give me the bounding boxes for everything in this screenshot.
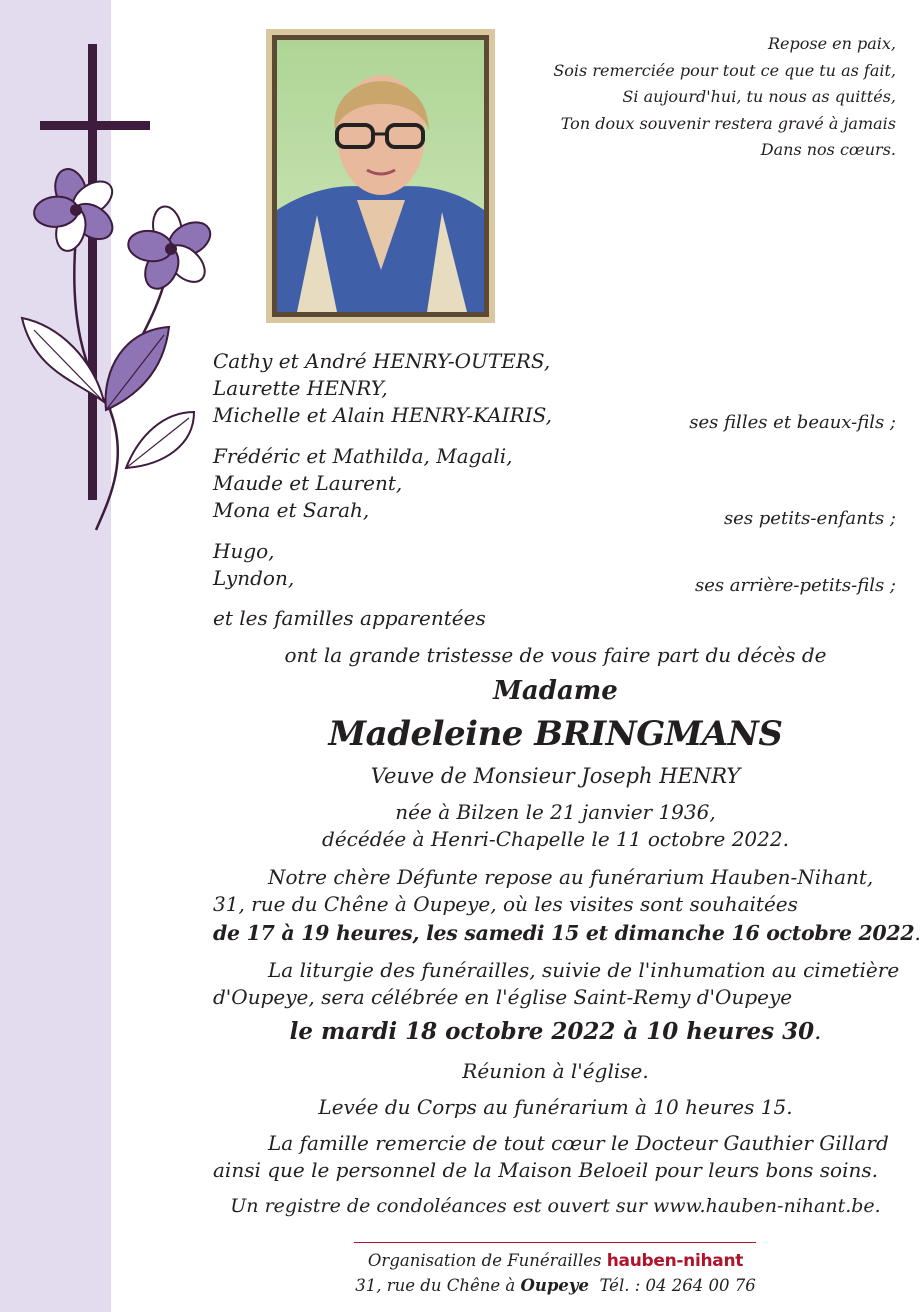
family-name: Laurette HENRY, — [213, 376, 388, 400]
poem-line: Ton doux souvenir restera gravé à jamais — [560, 113, 896, 133]
death-info: décédée à Henri-Chapelle le 11 octobre 2022. — [322, 827, 789, 851]
family-role: ses arrière-petits-fils ; — [694, 575, 896, 596]
poem-line: Si aujourd'hui, tu nous as quittés, — [622, 87, 896, 106]
family-name: Mona et Sarah, — [213, 498, 370, 522]
violet-flower-right-icon — [126, 204, 216, 294]
condolences-register: Un registre de condoléances est ouvert sur www.hauben-nihant.be. — [230, 1195, 881, 1217]
family-name: Cathy et André HENRY-OUTERS, — [213, 349, 551, 373]
poem — [553, 31, 896, 164]
family-name: Hugo, — [213, 539, 275, 563]
footer-organisation: Organisation de Funérailles hauben-nihant — [367, 1251, 744, 1271]
meeting-info: Réunion à l'église. — [462, 1059, 649, 1083]
family-name: Maude et Laurent, — [213, 471, 403, 495]
visitation-line: 31, rue du Chêne à Oupeye, où les visites sont souhaitées — [213, 892, 798, 916]
levee-info: Levée du Corps au funérarium à 10 heures 15. — [318, 1095, 793, 1119]
portrait-frame — [266, 29, 495, 323]
cross-icon — [40, 44, 150, 500]
deceased-title: Madame — [493, 676, 618, 706]
footer-divider — [354, 1242, 756, 1243]
widow-of: Veuve de Monsieur Joseph HENRY — [370, 764, 741, 788]
family-name: Frédéric et Mathilda, Magali, — [213, 444, 513, 468]
footer-address: 31, rue du Chêne à Oupeye Tél. : 04 264 00 76 — [355, 1276, 756, 1295]
thanks-line: La famille remercie de tout cœur le Docteur Gauthier Gillard — [268, 1131, 889, 1155]
poem-line: Sois remerciée pour tout ce que tu as fait, — [553, 60, 896, 80]
funeral-date: le mardi 18 octobre 2022 à 10 heures 30. — [289, 1018, 822, 1045]
visitation-hours: de 17 à 19 heures, les samedi 15 et dimanche 16 octobre 2022. — [213, 921, 921, 945]
poem-line: Repose en paix, — [767, 34, 896, 53]
birth-info: née à Bilzen le 21 janvier 1936, — [395, 800, 716, 824]
family-name: Lyndon, — [213, 566, 295, 590]
poem-line: Dans nos cœurs. — [760, 140, 896, 159]
family-role: ses filles et beaux-fils ; — [689, 412, 896, 433]
brand-logo: hauben-nihant — [606, 1251, 744, 1271]
portrait-photo — [277, 40, 484, 312]
announcement-intro: ont la grande tristesse de vous faire part du décès de — [284, 643, 827, 667]
visitation-line: Notre chère Défunte repose au funérarium Hauben-Nihant, — [268, 865, 874, 889]
funeral-line: d'Oupeye, sera célébrée en l'église Saint-Remy d'Oupeye — [213, 985, 793, 1009]
thanks-line: ainsi que le personnel de la Maison Beloeil pour leurs bons soins. — [213, 1158, 878, 1182]
family-name: Michelle et Alain HENRY-KAIRIS, — [213, 403, 552, 427]
deceased-name: Madeleine BRINGMANS — [328, 714, 783, 754]
leaf-icons — [22, 318, 194, 468]
violet-flower-left-icon — [33, 166, 119, 255]
family-role: ses petits-enfants ; — [723, 508, 896, 529]
funeral-line: La liturgie des funérailles, suivie de l'inhumation au cimetière — [268, 958, 900, 982]
cross-and-violets-decoration — [14, 40, 224, 540]
relatives: et les familles apparentées — [213, 606, 486, 630]
